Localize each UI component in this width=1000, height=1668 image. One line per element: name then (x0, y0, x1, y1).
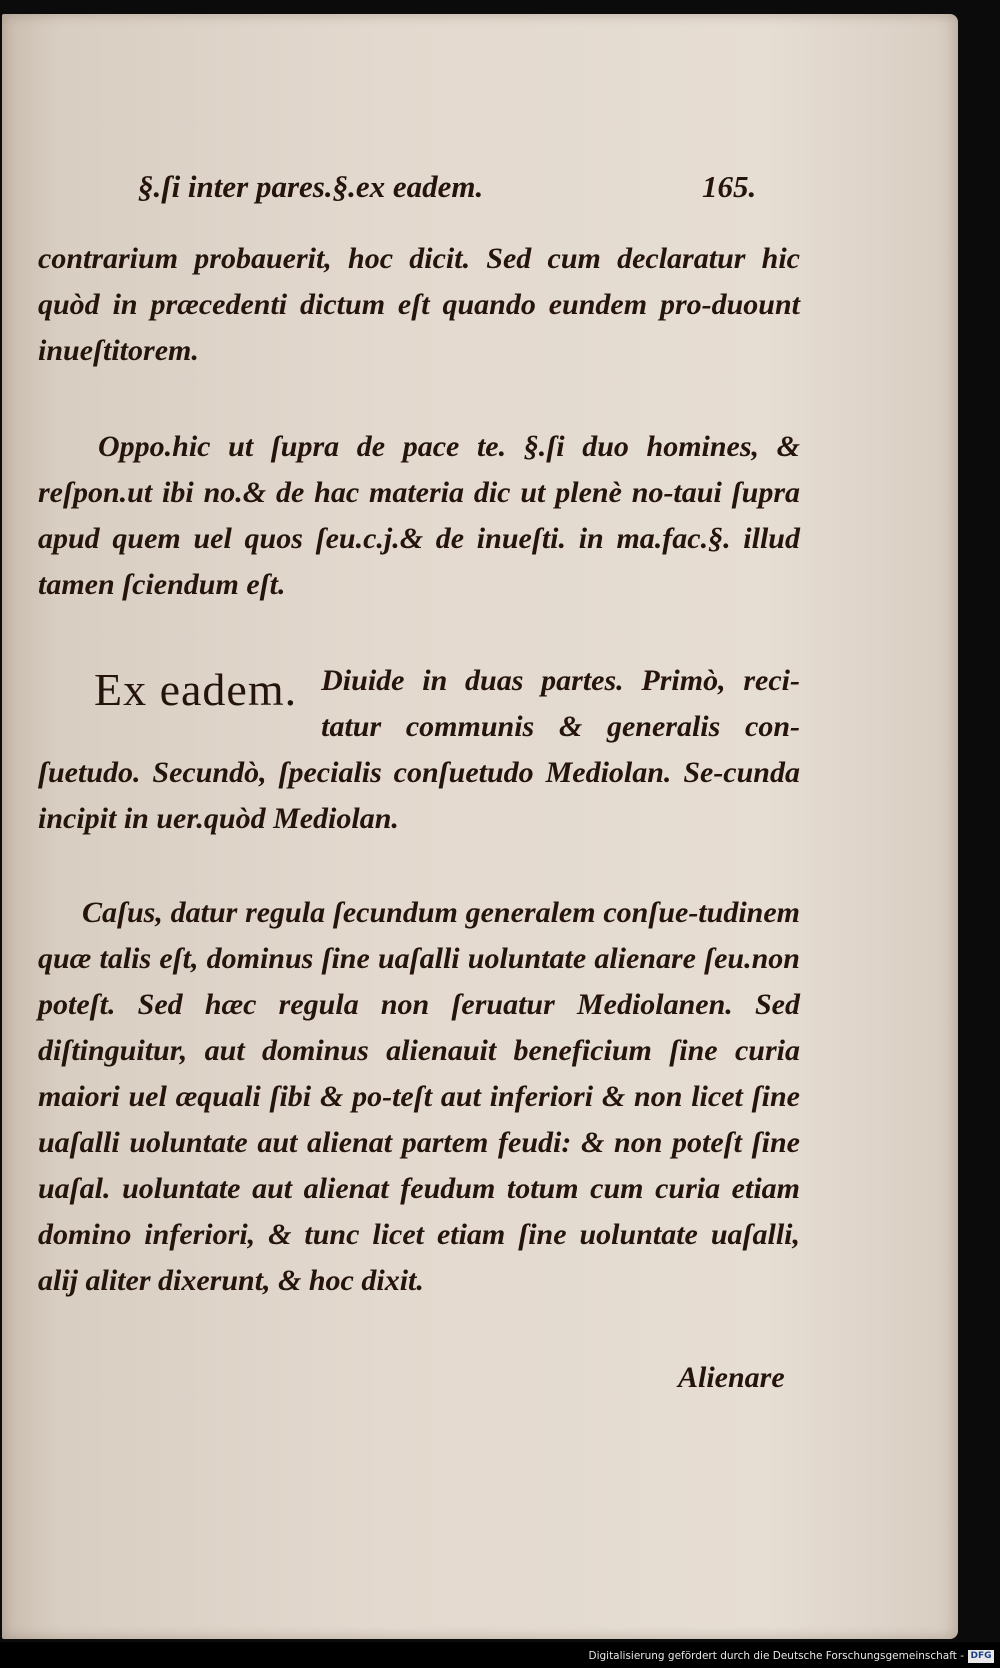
paragraph-4-casus: Caſus, datur regula ſecundum generalem conſue-tudinem quæ talis eſt, dominus ſine uaſalli uoluntate alienare ſeu.non poteſt. Sed hæc regula non ſeruatur Mediolanen. Sed diſtinguitur, aut dominus alienauit beneficium ſine curia maiori uel æquali ſibi & po-teſt aut inferiori & non licet ſine uaſalli uoluntate aut alienat partem feudi: & non poteſt ſine uaſal. uoluntate aut alienat feudum totum cum curia etiam domino inferiori, & tunc licet etiam ſine uoluntate uaſalli, alij aliter dixerunt, & hoc dixit. (38, 896, 800, 1297)
paragraph-3: Diuide in duas partes. Primò, reci-tatur communis & generalis con-ſuetudo. Secundò, ſpecialis conſuetudo Mediolan. Se-cunda incipit in uer.quòd Mediolan. (38, 664, 800, 835)
paragraph-3-block (38, 658, 800, 842)
running-head-title: §.ſi inter pares.§.ex eadem. (138, 169, 484, 204)
catchword: Alienare (678, 1361, 785, 1394)
paragraph-2: Oppo.hic ut ſupra de pace te. §.ſi duo homines, & reſpon.ut ibi no.& de hac materia dic ut plenè no-taui ſupra apud quem uel quos ſeu.c.j.& de inueſti. in ma.fac.§. illud tamen ſciendum eſt. (38, 430, 800, 601)
page-number: 165. (702, 169, 757, 204)
running-header (38, 164, 800, 214)
book-page (2, 14, 958, 1639)
section-heading-ex-eadem: Ex eadem. (94, 664, 298, 715)
dfg-logo-icon: DFG (968, 1650, 994, 1663)
footer-bar (0, 1642, 1000, 1668)
paragraph-1: contrarium probauerit, hoc dicit. Sed cum declaratur hic quòd in præcedenti dictum eſt quando eundem pro-duount inueſtitorem. (38, 242, 800, 367)
funding-notice: Digitalisierung gefördert durch die Deutsche Forschungsgemeinschaft - (588, 1650, 964, 1662)
